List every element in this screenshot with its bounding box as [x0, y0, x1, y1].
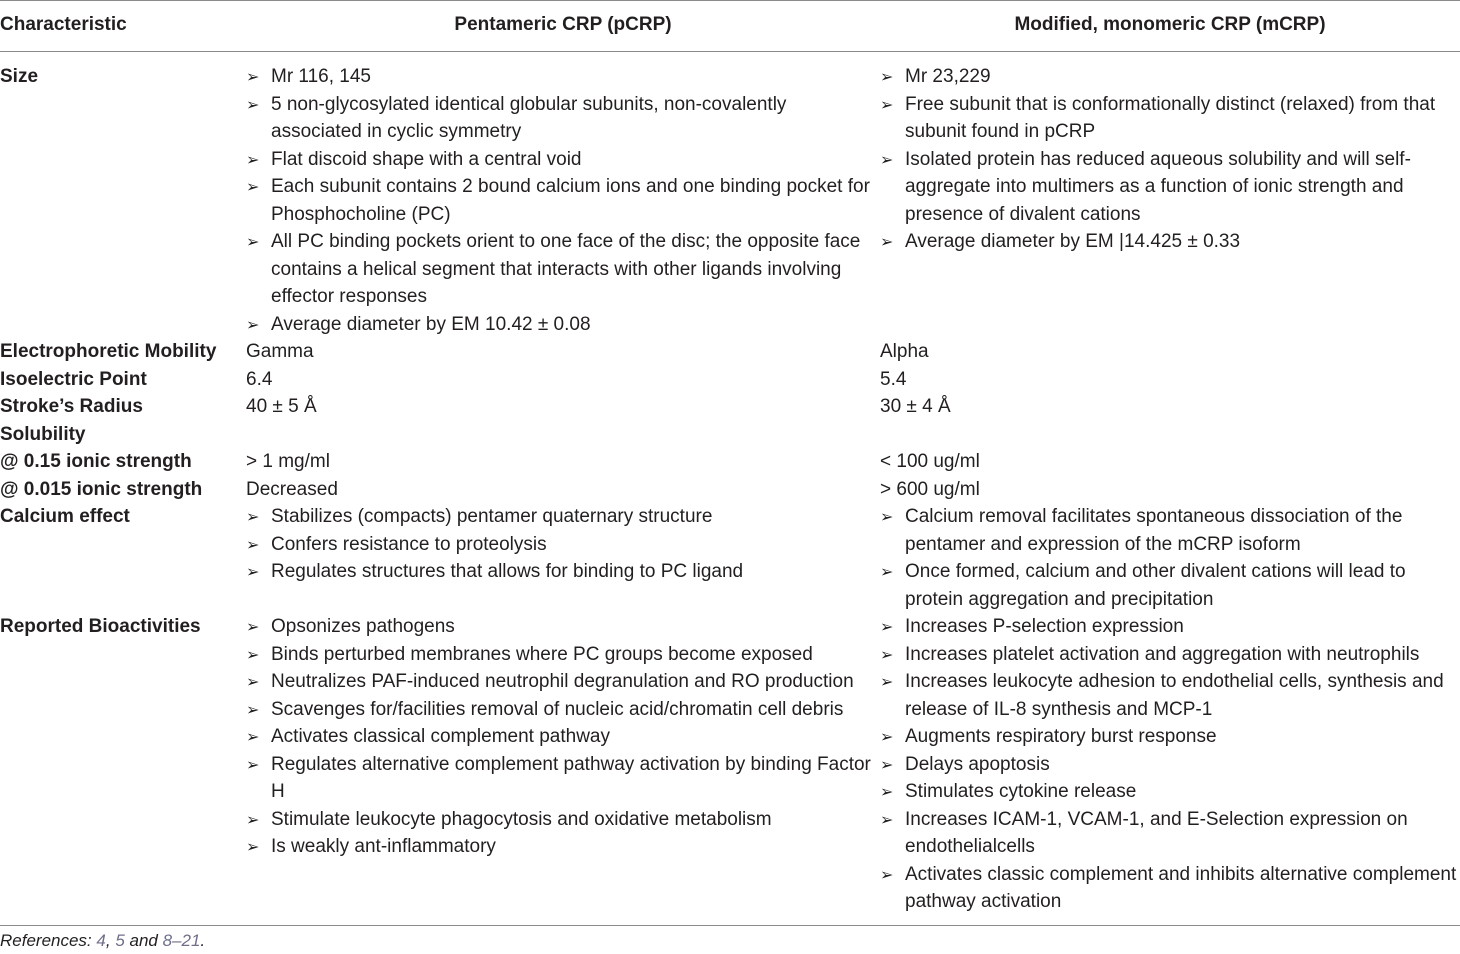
row-ionic-015 [0, 448, 1460, 476]
row-size [0, 52, 1460, 339]
pcrp-cell: > 1 mg/ml [246, 451, 330, 472]
bullet-item [880, 503, 1460, 558]
bullet-item [880, 668, 1460, 723]
mcrp-cell: < 100 ug/ml [880, 451, 980, 472]
references-note [0, 931, 205, 951]
bullet-item [880, 91, 1460, 146]
reference-link[interactable]: 4 [96, 931, 106, 950]
arrow-bullet-icon: ➢ [246, 94, 260, 114]
mcrp-cell: Alpha [880, 341, 929, 362]
row-label: Calcium effect [0, 506, 130, 527]
pcrp-cell [246, 613, 880, 925]
bullet-text: Activates classical complement pathway [271, 726, 610, 747]
header-pcrp: Pentameric CRP (pCRP) [246, 1, 880, 52]
bullet-item [246, 531, 880, 559]
bullet-text: Mr 23,229 [905, 66, 991, 87]
bullet-item [246, 668, 880, 696]
bullet-list [246, 503, 880, 586]
bullet-item [880, 558, 1460, 613]
row-ionic-0015 [0, 476, 1460, 504]
bullet-text: Each subunit contains 2 bound calcium ions and one binding pocket for Phosphocholine (PC) [271, 176, 870, 225]
row-label: Solubility [0, 423, 86, 445]
arrow-bullet-icon: ➢ [246, 699, 260, 719]
arrow-bullet-icon: ➢ [246, 177, 260, 196]
bullet-text: Is weakly ant-inflammatory [271, 836, 496, 857]
row-label: Stroke’s Radius [0, 396, 143, 417]
mcrp-cell [880, 52, 1460, 339]
arrow-bullet-icon: ➢ [880, 507, 894, 526]
bullet-item [246, 558, 880, 586]
header-mcrp: Modified, monomeric CRP (mCRP) [880, 1, 1460, 52]
arrow-bullet-icon: ➢ [246, 232, 260, 251]
arrow-bullet-icon: ➢ [246, 617, 260, 636]
arrow-bullet-icon: ➢ [880, 672, 894, 691]
mcrp-cell: > 600 ug/ml [880, 478, 980, 500]
arrow-bullet-icon: ➢ [880, 562, 894, 581]
bullet-text: Increases platelet activation and aggregation with neutrophils [905, 643, 1420, 665]
bullet-text: All PC binding pockets orient to one face of the disc; the opposite face contains a helical segment that interacts with other ligands involving effector responses [271, 231, 861, 307]
bullet-item [246, 641, 880, 669]
bullet-text: Increases ICAM-1, VCAM-1, and E-Selection expression on endothelialcells [905, 808, 1408, 857]
bullet-list [880, 503, 1460, 613]
arrow-bullet-icon: ➢ [246, 837, 260, 856]
bullet-text: Mr 116, 145 [271, 66, 371, 87]
bullet-text: 5 non-glycosylated identical globular subunits, non-covalently associated in cyclic symmetry [271, 93, 787, 142]
bullet-item [880, 806, 1460, 861]
mcrp-cell [880, 613, 1460, 925]
row-bioactivities [0, 613, 1460, 925]
pcrp-cell [246, 421, 880, 449]
row-label: Electrophoretic Mobility [0, 341, 217, 362]
bullet-text: Delays apoptosis [905, 753, 1050, 775]
row-label: @ 0.015 ionic strength [0, 478, 203, 500]
arrow-bullet-icon: ➢ [246, 727, 260, 746]
arrow-bullet-icon: ➢ [246, 754, 260, 774]
bullet-item [880, 146, 1460, 229]
bullet-item [246, 173, 880, 228]
arrow-bullet-icon: ➢ [880, 94, 894, 114]
header-row [0, 1, 1460, 52]
row-isoelectric [0, 366, 1460, 394]
bullet-text: Flat discoid shape with a central void [271, 148, 582, 170]
bullet-text: Neutralizes PAF-induced neutrophil degranulation and RO production [271, 671, 854, 692]
bullet-list [246, 63, 880, 338]
bullet-list [246, 613, 880, 861]
bullet-text: Average diameter by EM 10.42 ± 0.08 [271, 313, 591, 335]
pcrp-cell: 6.4 [246, 368, 273, 390]
bullet-text: Regulates structures that allows for binding to PC ligand [271, 561, 744, 582]
bullet-text: Stimulate leukocyte phagocytosis and oxidative metabolism [271, 808, 772, 830]
pcrp-cell: Decreased [246, 478, 338, 500]
pcrp-cell: Gamma [246, 341, 314, 362]
bullet-item [880, 63, 1460, 91]
mcrp-cell [880, 421, 1460, 449]
arrow-bullet-icon: ➢ [880, 644, 894, 664]
arrow-bullet-icon: ➢ [246, 149, 260, 169]
mcrp-cell: 30 ± 4 Å [880, 396, 951, 417]
arrow-bullet-icon: ➢ [246, 534, 260, 554]
pcrp-cell [246, 503, 880, 613]
arrow-bullet-icon: ➢ [880, 754, 894, 774]
bullet-item [880, 723, 1460, 751]
bullet-text: Stabilizes (compacts) pentamer quaternary structure [271, 506, 713, 527]
bullet-text: Once formed, calcium and other divalent cations will lead to protein aggregation and precipitation [905, 561, 1406, 610]
references-separator: , [105, 931, 116, 950]
bullet-item [880, 228, 1460, 256]
reference-link[interactable]: 8–21 [162, 931, 201, 950]
bullet-text: Average diameter by EM |14.425 ± 0.33 [905, 231, 1241, 252]
arrow-bullet-icon: ➢ [880, 67, 894, 86]
row-label: Size [0, 66, 39, 87]
arrow-bullet-icon: ➢ [880, 232, 894, 251]
arrow-bullet-icon: ➢ [880, 782, 894, 801]
arrow-bullet-icon: ➢ [880, 617, 894, 636]
bullet-text: Increases P-selection expression [905, 616, 1184, 637]
arrow-bullet-icon: ➢ [880, 864, 894, 884]
bullet-item [246, 696, 880, 724]
bullet-item [246, 91, 880, 146]
pcrp-cell [246, 52, 880, 339]
bullet-text: Free subunit that is conformationally distinct (relaxed) from that subunit found in pCRP [905, 93, 1436, 142]
bullet-text: Opsonizes pathogens [271, 616, 455, 637]
bullet-text: Binds perturbed membranes where PC groups become exposed [271, 643, 813, 665]
row-label: Isoelectric Point [0, 368, 147, 390]
arrow-bullet-icon: ➢ [246, 562, 260, 581]
bullet-item [246, 751, 880, 806]
row-calcium-effect [0, 503, 1460, 613]
row-electrophoretic [0, 338, 1460, 366]
arrow-bullet-icon: ➢ [246, 507, 260, 526]
arrow-bullet-icon: ➢ [246, 67, 260, 86]
bullet-item [246, 228, 880, 311]
arrow-bullet-icon: ➢ [246, 809, 260, 829]
mcrp-cell [880, 503, 1460, 613]
arrow-bullet-icon: ➢ [880, 149, 894, 169]
bullet-text: Calcium removal facilitates spontaneous dissociation of the pentamer and expression of the mCRP isoform [905, 506, 1403, 555]
bullet-item [880, 861, 1460, 916]
bullet-text: Confers resistance to proteolysis [271, 533, 547, 555]
row-label: @ 0.15 ionic strength [0, 451, 192, 472]
bullet-item [246, 723, 880, 751]
arrow-bullet-icon: ➢ [246, 644, 260, 664]
bullet-item [246, 503, 880, 531]
bullet-item [880, 751, 1460, 779]
pcrp-cell: 40 ± 5 Å [246, 396, 317, 417]
arrow-bullet-icon: ➢ [246, 314, 260, 334]
arrow-bullet-icon: ➢ [246, 672, 260, 691]
bullet-item [246, 311, 880, 339]
bullet-text: Regulates alternative complement pathway activation by binding Factor H [271, 753, 871, 802]
bullet-text: Increases leukocyte adhesion to endothelial cells, synthesis and release of IL-8 synthesis and MCP-1 [905, 671, 1444, 720]
bullet-item [880, 778, 1460, 806]
references-separator: and [124, 931, 163, 950]
mcrp-cell: 5.4 [880, 368, 907, 390]
bullet-list [880, 63, 1460, 256]
reference-link[interactable]: 5 [115, 931, 125, 950]
bullet-text: Isolated protein has reduced aqueous solubility and will self-aggregate into multimers as a function of ionic strength and presence of divalent cations [905, 148, 1411, 225]
bullet-item [246, 833, 880, 861]
bullet-list [880, 613, 1460, 916]
bullet-item [880, 613, 1460, 641]
arrow-bullet-icon: ➢ [880, 809, 894, 829]
bullet-item [880, 641, 1460, 669]
bullet-text: Augments respiratory burst response [905, 726, 1217, 747]
row-solubility [0, 421, 1460, 449]
bullet-item [246, 146, 880, 174]
bullet-text: Scavenges for/facilities removal of nucleic acid/chromatin cell debris [271, 698, 844, 720]
arrow-bullet-icon: ➢ [880, 727, 894, 746]
bullet-item [246, 63, 880, 91]
references-suffix: . [200, 931, 206, 950]
references-prefix: References: [0, 931, 97, 950]
bullet-item [246, 613, 880, 641]
header-characteristic: Characteristic [0, 1, 246, 52]
row-stroke-radius [0, 393, 1460, 421]
bullet-item [246, 806, 880, 834]
row-label: Reported Bioactivities [0, 613, 246, 925]
bullet-text: Activates classic complement and inhibits alternative complement pathway activation [905, 863, 1457, 912]
bullet-text: Stimulates cytokine release [905, 781, 1137, 802]
